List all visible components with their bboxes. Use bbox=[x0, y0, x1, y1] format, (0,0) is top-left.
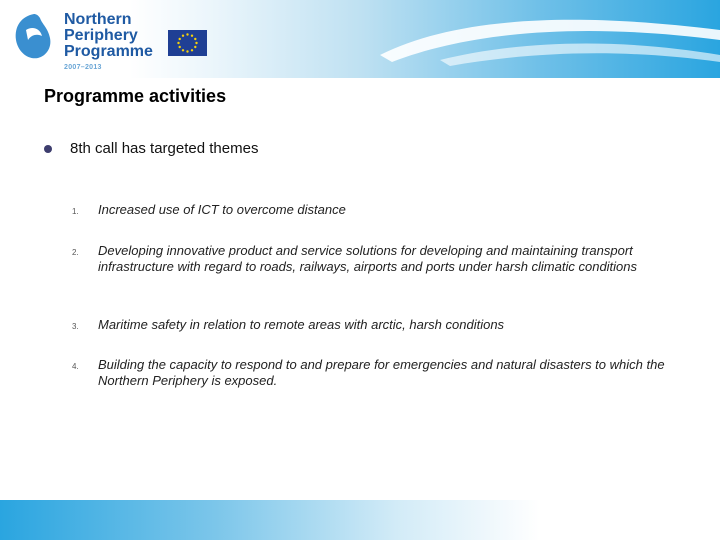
item-number: 4. bbox=[72, 362, 79, 371]
eu-flag-icon bbox=[168, 30, 207, 56]
bird-logo-icon bbox=[12, 12, 56, 62]
npp-logo bbox=[12, 8, 153, 74]
header-banner bbox=[0, 0, 720, 78]
logo-years: 2007–2013 bbox=[64, 64, 102, 71]
item-number: 2. bbox=[72, 248, 79, 257]
item-number: 1. bbox=[72, 207, 79, 216]
logo-line-1: Northern bbox=[64, 11, 132, 28]
slide-title: Programme activities bbox=[44, 86, 227, 106]
main-bullet-text: 8th call has targeted themes bbox=[70, 140, 259, 157]
item-text: Increased use of ICT to overcome distance bbox=[98, 202, 346, 217]
footer-band bbox=[0, 500, 720, 540]
item-text: Developing innovative product and service solutions for developing and maintaining transport infrastructure with regard to roads, railways, airports and ports under harsh climatic conditions bbox=[98, 243, 638, 274]
bullet-dot-icon bbox=[44, 145, 52, 153]
logo-line-3: Programme bbox=[64, 43, 153, 60]
logo-wordmark bbox=[64, 12, 153, 60]
logo-line-2: Periphery bbox=[64, 27, 138, 44]
item-text: Maritime safety in relation to remote areas with arctic, harsh conditions bbox=[98, 317, 505, 332]
item-number: 3. bbox=[72, 322, 79, 331]
item-text: Building the capacity to respond to and prepare for emergencies and natural disasters to which the Northern Periphery is exposed. bbox=[98, 357, 665, 388]
